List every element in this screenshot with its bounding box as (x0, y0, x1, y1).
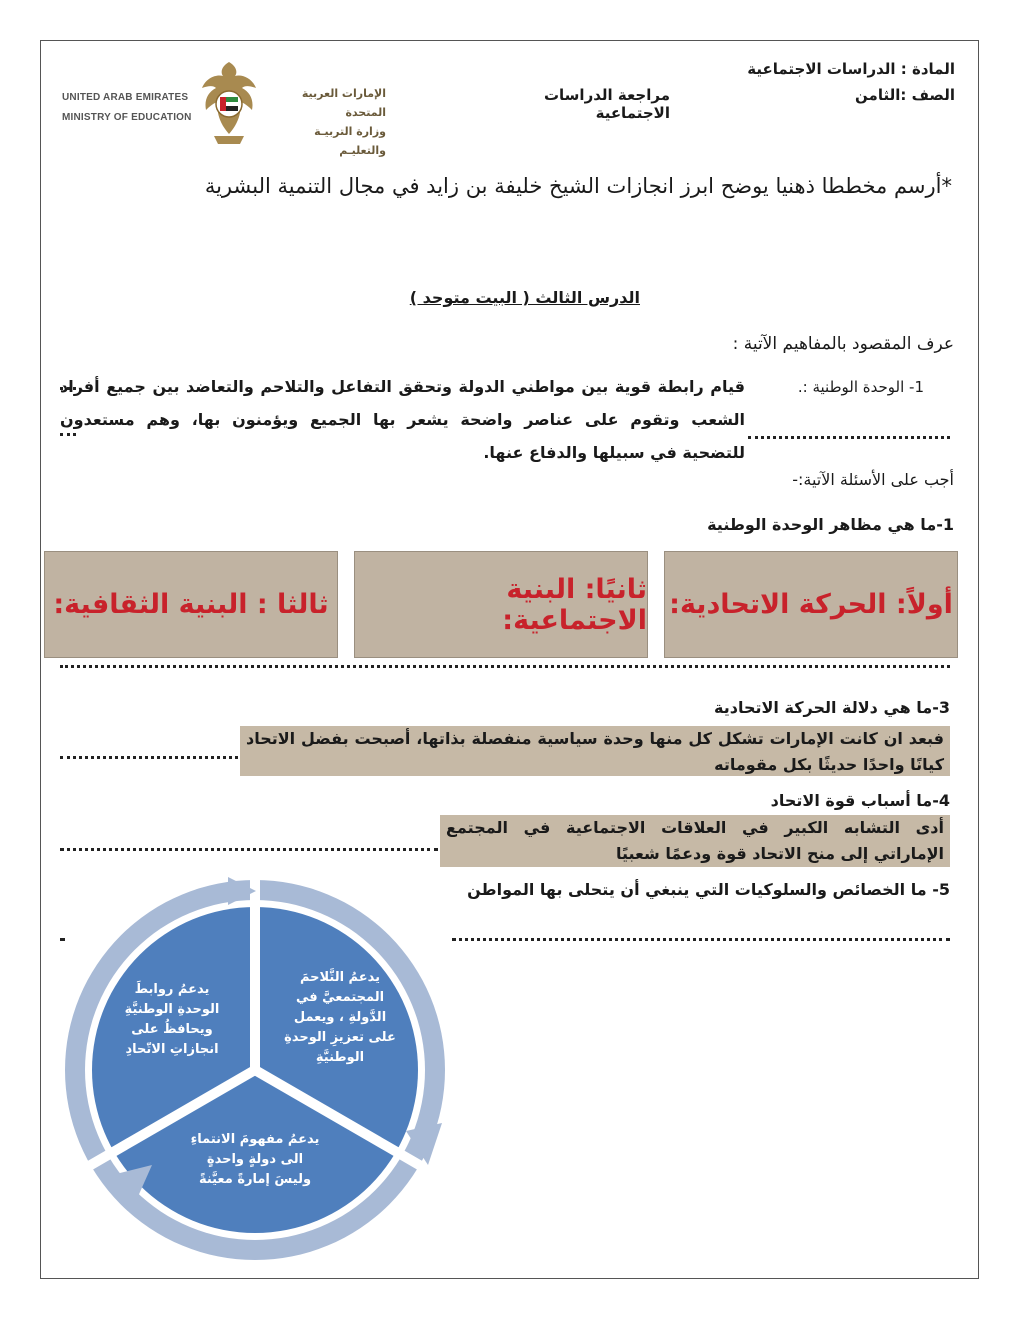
answer-line (748, 436, 950, 439)
question-1: 1-ما هي مظاهر الوحدة الوطنية (707, 515, 954, 534)
question-5: 5- ما الخصائص والسلوكيات التي ينبغي أن يتحلى بها المواطن (467, 880, 950, 899)
ministry-logo-arabic: الإمارات العربية المتحدة وزارة التربيـة والتعليـم (301, 87, 386, 157)
questions-intro: أجب على الأسئلة الآتية:- (792, 470, 954, 489)
subject-label: المادة : الدراسات الاجتماعية (747, 60, 955, 78)
aspect-card-social-structure: ثانيًا: البنية الاجتماعية: (354, 551, 648, 658)
national-unity-cycle-diagram (60, 875, 450, 1265)
ministry-logo-english: UNITED ARAB EMIRATES MINISTRY OF EDUCATION (62, 92, 192, 123)
answer-line (60, 387, 76, 390)
answer-line (60, 433, 76, 436)
review-title: مراجعة الدراسات الاجتماعية (543, 86, 670, 122)
cycle-segment-social-cohesion: يدعمُ التَّلاحمَ المجتمعيَّ في الدَّولةِ ، ويعمل على تعزيزِ الوحدةِ الوطنيَّةِ (284, 970, 396, 1065)
grade-label: الصف :الثامن (855, 86, 955, 104)
definitions-intro: عرف المقصود بالمفاهيم الآتية : (732, 334, 954, 354)
aspect-card-cultural-structure: ثالثا : البنية الثقافية: (44, 551, 338, 658)
term-national-unity: 1- الوحدة الوطنية :. (797, 378, 924, 396)
answer-line (452, 938, 950, 941)
question-3: 3-ما هي دلالة الحركة الاتحادية (714, 698, 950, 717)
cycle-segment-belonging: يدعمُ مفهومَ الانتماءِ الى دولةٍ واحدةٍ وليسَ إمارةً معيَّنةً (190, 1132, 320, 1187)
cycle-segment-unity-bonds: يدعمُ روابطَ الوحدةِ الوطنيَّةِ ويحافظُ على انجازاتِ الاتّحادِ (124, 982, 220, 1057)
answer-line (60, 665, 950, 668)
aspect-card-federal-movement: أولاً: الحركة الاتحادية: (664, 551, 958, 658)
question-4: 4-ما أسباب قوة الاتحاد (770, 791, 950, 810)
mind-map-task: *أرسم مخططا ذهنيا يوضح ابرز انجازات الشيخ خليفة بن زايد في مجال التنمية البشرية (204, 174, 952, 198)
national-unity-definition: قيام رابطة قوية بين مواطني الدولة وتحقق التفاعل والتلاحم والتعاضد بين جميع أفراد الشعب وتقوم على عناصر واضحة يشعر بها الجميع ويؤمنون بها، وهم مستعدون للتضحية في سبيلها والدفاع عنها. (60, 377, 745, 462)
uae-emblem-icon (196, 58, 262, 148)
answer-line (60, 848, 438, 851)
answer-3-highlight: فبعد ان كانت الإمارات تشكل كل منها وحدة سياسية منفصلة بذاتها، أصبحت بفضل الاتحاد كيانًا واحدًا حديثًا بكل مقوماته (240, 726, 950, 776)
answer-line (60, 756, 238, 759)
answer-4-highlight: أدى التشابه الكبير في العلاقات الاجتماعية في المجتمع الإماراتي إلى منح الاتحاد قوة ودعمًا شعبيًا (440, 815, 950, 867)
lesson-title: الدرس الثالث ( البيت متوحد ) (409, 288, 640, 307)
